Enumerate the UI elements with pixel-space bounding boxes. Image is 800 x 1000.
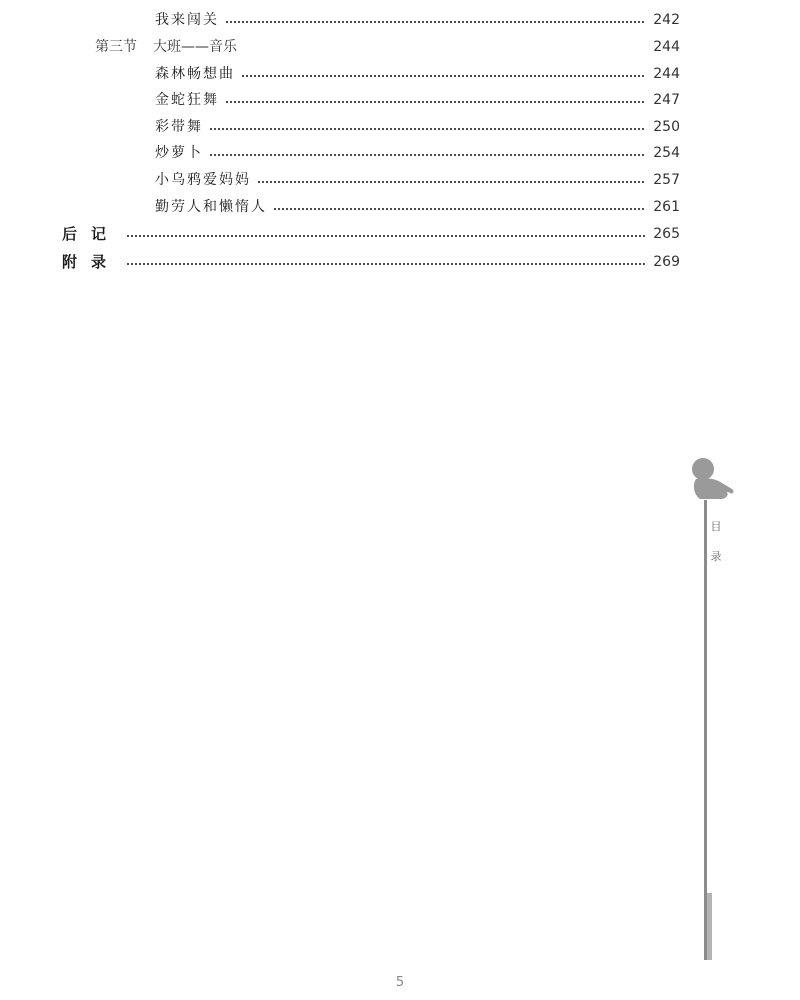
- toc-entry-page: 244: [653, 39, 680, 55]
- toc-entry-appendix[interactable]: [62, 251, 680, 273]
- toc-entry[interactable]: [155, 169, 680, 191]
- margin-rule: [704, 500, 707, 960]
- dot-leader: [209, 154, 646, 156]
- toc-entry[interactable]: [155, 63, 680, 85]
- toc-entry[interactable]: [155, 142, 680, 164]
- side-label-bottom: 录: [710, 550, 722, 563]
- toc-entry-title: 炒萝卜: [155, 145, 203, 161]
- toc-entry-title: 后记: [62, 225, 121, 243]
- toc-entry-title: 我来闯关: [155, 12, 219, 28]
- dot-leader: [273, 208, 646, 210]
- dot-leader: [225, 21, 646, 23]
- toc-entry[interactable]: [155, 9, 680, 31]
- toc-entry-page: 265: [653, 226, 680, 242]
- child-silhouette-icon: [686, 455, 738, 507]
- toc-entry-title: 勤劳人和懒惰人: [155, 199, 267, 215]
- side-section-label: [709, 518, 723, 578]
- toc-entry-title: 小乌鸦爱妈妈: [155, 172, 251, 188]
- toc-entry[interactable]: [155, 89, 680, 111]
- section-number: 第三节: [95, 39, 137, 55]
- toc-entry-page: 244: [653, 66, 680, 82]
- toc-entry-page: 247: [653, 92, 680, 108]
- toc-section-heading[interactable]: [95, 36, 680, 58]
- toc-entry-title: 森林畅想曲: [155, 66, 235, 82]
- dot-leader: [126, 263, 646, 265]
- margin-rule-accent: [707, 893, 712, 960]
- dot-leader: [225, 101, 646, 103]
- toc-entry-page: 254: [653, 145, 680, 161]
- toc-entry-afterword[interactable]: [62, 223, 680, 245]
- section-title: 大班——音乐: [153, 39, 237, 55]
- dot-leader: [209, 128, 646, 130]
- toc-entry-page: 250: [653, 119, 680, 135]
- page-number: 5: [395, 975, 405, 990]
- side-label-top: 目: [710, 520, 722, 533]
- toc-entry-page: 242: [653, 12, 680, 28]
- toc-entry[interactable]: [155, 116, 680, 138]
- dot-leader: [257, 181, 646, 183]
- toc-entry[interactable]: [155, 196, 680, 218]
- dot-leader: [126, 235, 646, 237]
- toc-entry-page: 261: [653, 199, 680, 215]
- toc-entry-title: 附录: [62, 253, 121, 271]
- toc-entry-page: 269: [653, 254, 680, 270]
- toc-entry-page: 257: [653, 172, 680, 188]
- toc-entry-title: 金蛇狂舞: [155, 92, 219, 108]
- toc-entry-title: 彩带舞: [155, 119, 203, 135]
- dot-leader: [241, 75, 646, 77]
